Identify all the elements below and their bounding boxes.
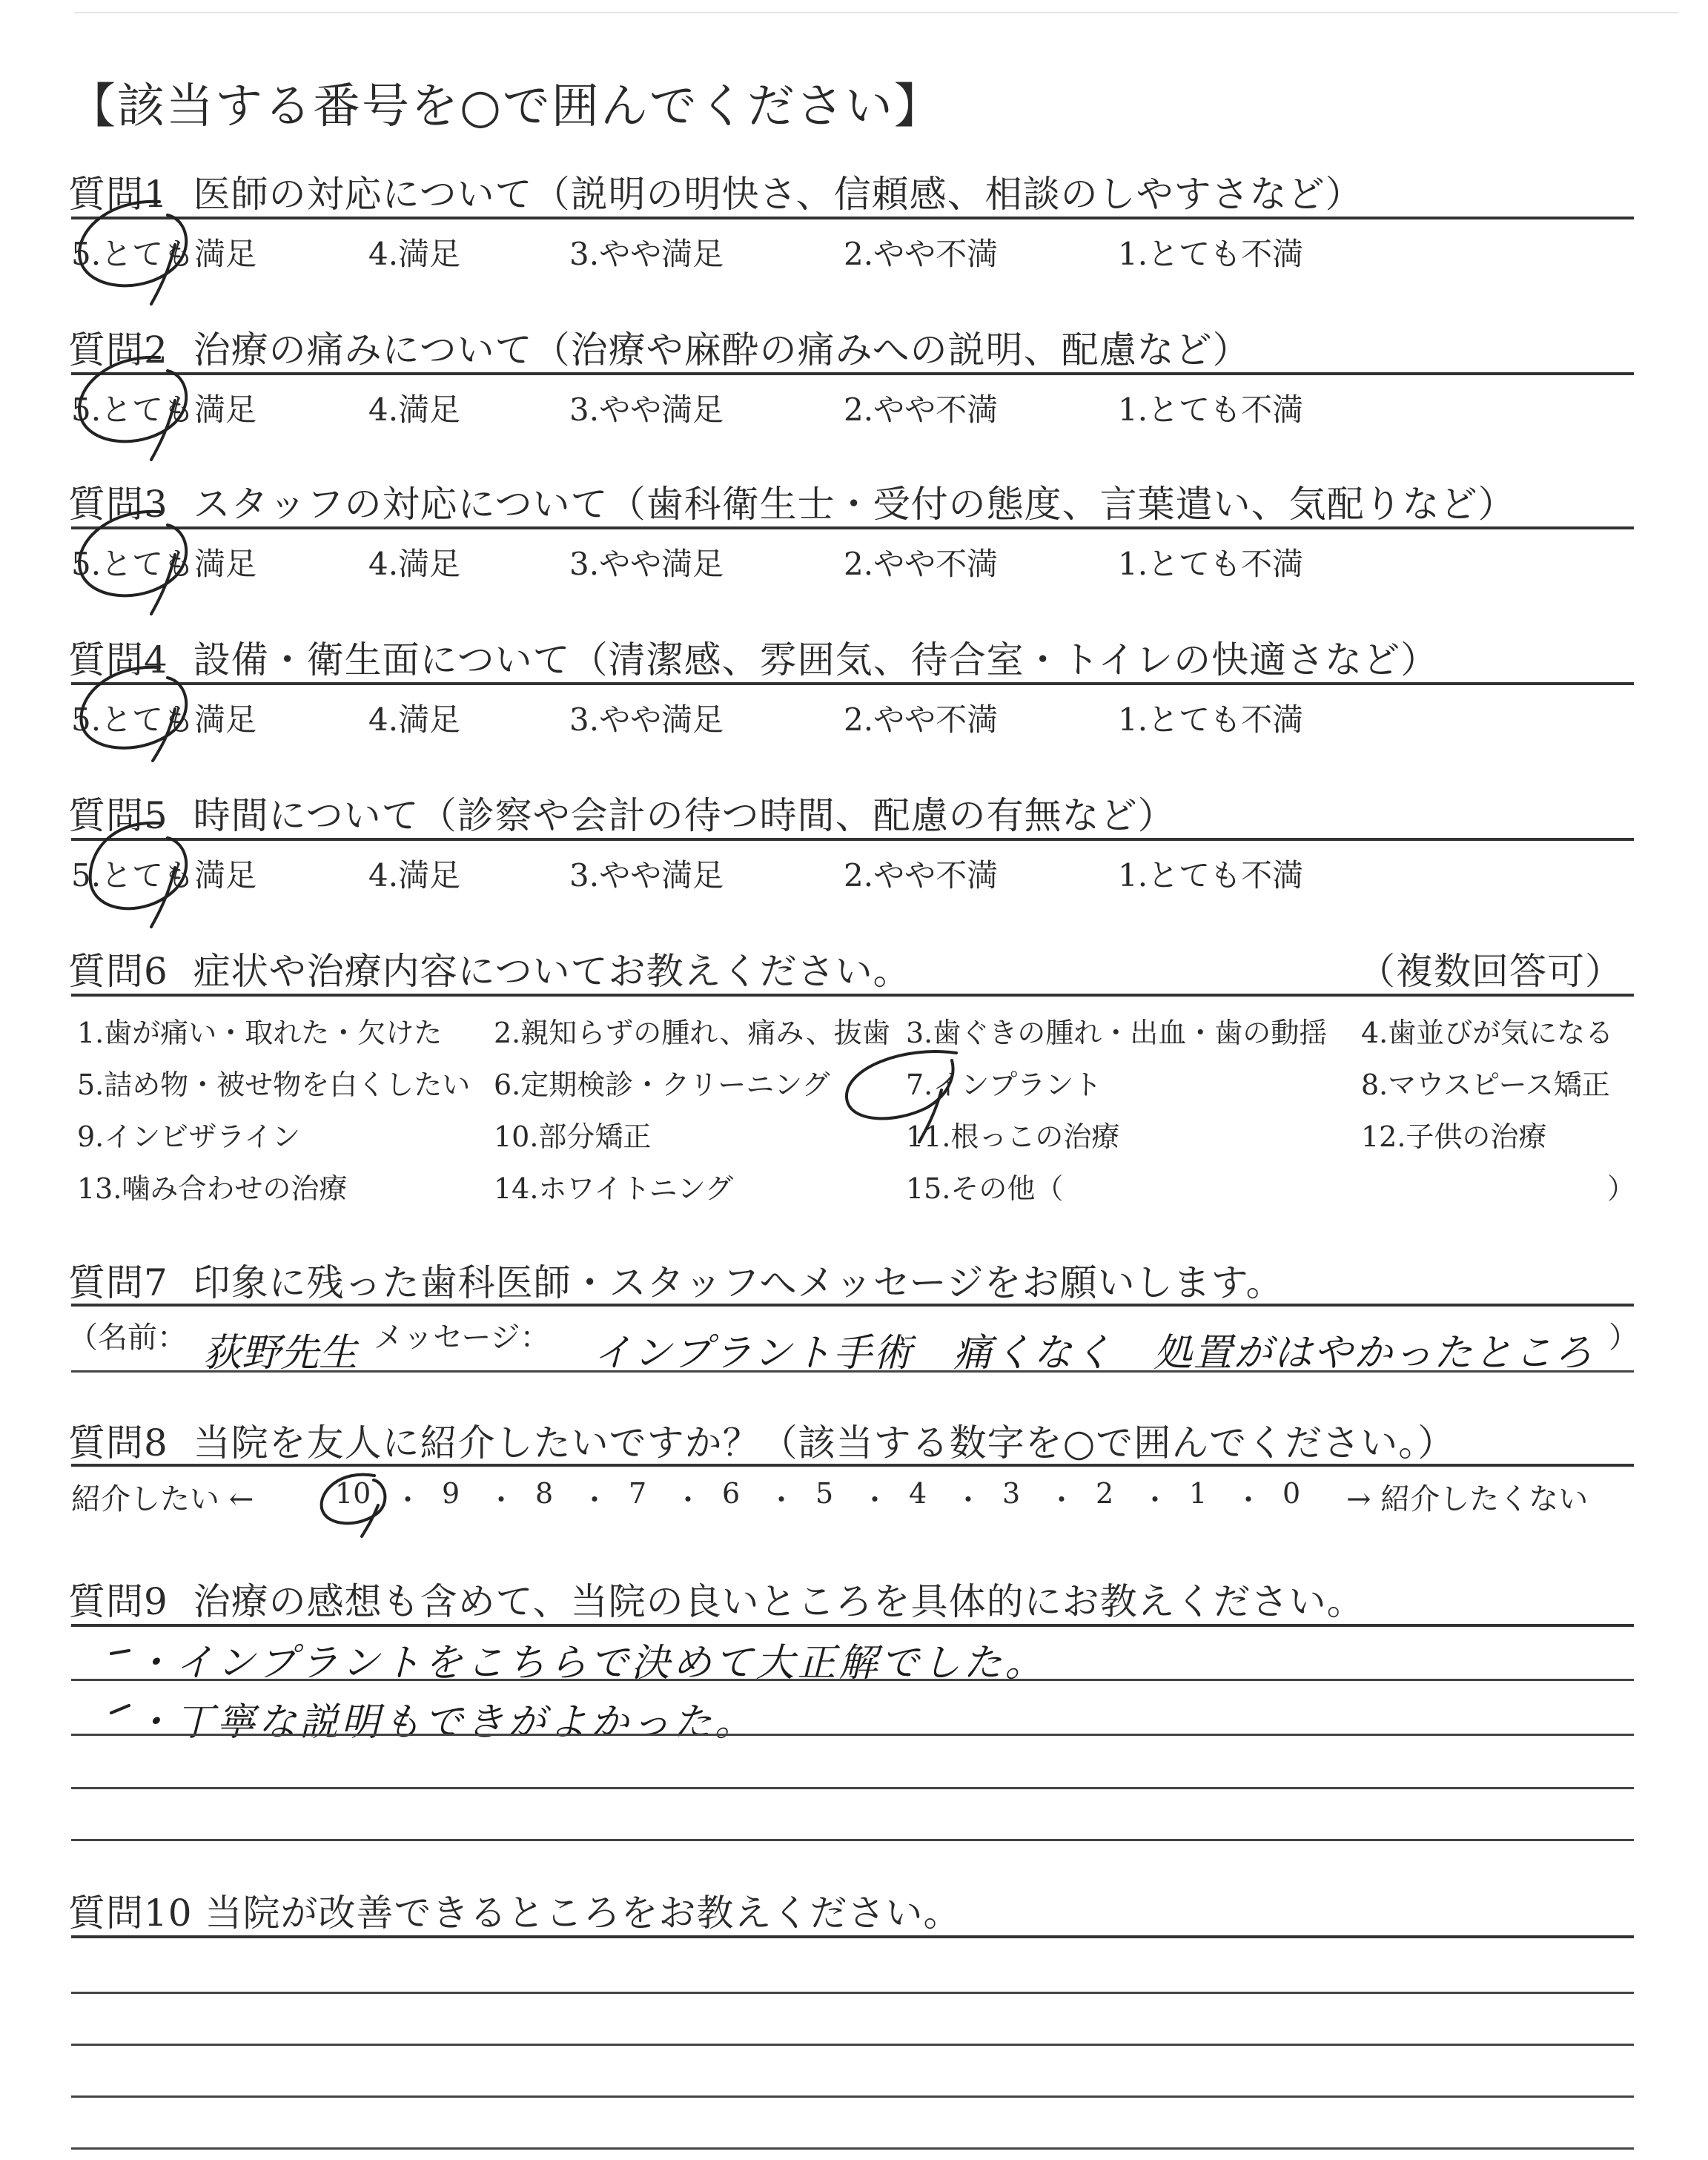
question-8-label: 質問8	[68, 1421, 168, 1464]
q1-option-2[interactable]: 2.やや不満	[844, 236, 999, 272]
q8-separator: ・	[1047, 1484, 1076, 1516]
q8-separator: ・	[767, 1484, 796, 1516]
q8-number-7[interactable]: 7	[629, 1477, 647, 1510]
question-4-text: 設備・衛生面について（清潔感、雰囲気、待合室・トイレの快適さなど）	[193, 638, 1439, 681]
q6-option-2[interactable]: 2.親知らずの腫れ、痛み、抜歯	[494, 1017, 890, 1049]
q2-option-4[interactable]: 4.満足	[368, 392, 461, 428]
q8-number-8[interactable]: 8	[535, 1477, 554, 1510]
q6-option-11[interactable]: 11.根っこの治療	[906, 1120, 1120, 1153]
q8-number-6[interactable]: 6	[722, 1477, 741, 1510]
question-3-rule	[71, 526, 1634, 529]
q8-number-0[interactable]: 0	[1282, 1477, 1301, 1510]
q5-option-2[interactable]: 2.やや不満	[844, 857, 999, 894]
q8-number-10[interactable]: 10	[335, 1477, 371, 1510]
q8-separator: ・	[580, 1484, 609, 1516]
q5-option-4[interactable]: 4.満足	[368, 857, 461, 894]
question-9-label: 質問9	[68, 1580, 168, 1623]
q8-number-3[interactable]: 3	[1002, 1477, 1021, 1510]
q4-option-3[interactable]: 3.やや満足	[569, 701, 724, 738]
question-2-label: 質問2	[68, 328, 168, 371]
q3-option-5[interactable]: 5.とても満足	[71, 546, 257, 582]
q6-option-13[interactable]: 13.噛み合わせの治療	[77, 1172, 348, 1205]
q6-option-8[interactable]: 8.マウスピース矯正	[1361, 1069, 1610, 1101]
q9-write-line	[71, 1787, 1634, 1789]
q2-option-3[interactable]: 3.やや満足	[569, 392, 724, 428]
scan-top-edge	[74, 12, 1678, 13]
question-2	[68, 320, 1251, 374]
q10-write-line	[71, 2147, 1634, 2150]
question-1-text: 医師の対応について（説明の明快さ、信頼感、相談のしやすさなど）	[193, 173, 1363, 216]
question-5	[68, 786, 1176, 839]
q9-write-line	[71, 1839, 1634, 1841]
q9-answer-line-1[interactable]: ・インプラントをこちらで決めて大正解でした。	[133, 1641, 1047, 1685]
question-6-label: 質問6	[68, 950, 168, 993]
q9-answer-line-2[interactable]: ・丁寧な説明もできがよかった。	[133, 1700, 757, 1745]
question-3	[68, 475, 1516, 528]
q7-message-value[interactable]: インプラント手術 痛くなく 処置がはやかったところ	[593, 1331, 1595, 1375]
question-5-text: 時間について（診察や会計の待つ時間、配慮の有無など）	[193, 794, 1176, 837]
question-7-rule	[71, 1304, 1634, 1307]
q2-option-5[interactable]: 5.とても満足	[71, 392, 257, 428]
q7-name-value[interactable]: 荻野先生	[203, 1331, 358, 1375]
q4-option-2[interactable]: 2.やや不満	[844, 701, 999, 738]
q3-option-2[interactable]: 2.やや不満	[844, 546, 999, 582]
q4-option-4[interactable]: 4.満足	[368, 701, 461, 738]
page-header: 【該当する番号を○で囲んでください】	[68, 79, 943, 134]
q6-option-15[interactable]: 15.その他（	[906, 1172, 1064, 1205]
question-3-label: 質問3	[68, 483, 168, 526]
q1-option-5[interactable]: 5.とても満足	[71, 236, 257, 272]
question-4	[68, 630, 1438, 684]
q8-number-4[interactable]: 4	[909, 1477, 927, 1510]
q7-message-label: メッセージ：	[374, 1321, 550, 1355]
question-10	[68, 1883, 961, 1937]
q8-separator: ・	[954, 1484, 983, 1516]
q8-separator: ・	[487, 1484, 516, 1516]
q2-option-2[interactable]: 2.やや不満	[844, 392, 999, 428]
q6-option-5[interactable]: 5.詰め物・被せ物を白くしたい	[77, 1069, 471, 1101]
q8-separator: ・	[861, 1484, 890, 1516]
q8-number-1[interactable]: 1	[1189, 1477, 1208, 1510]
q1-option-1[interactable]: 1.とても不満	[1118, 236, 1304, 272]
q8-scale-right: → 紹介したくない	[1346, 1482, 1589, 1516]
question-10-text: 当院が改善できるところをお教えください。	[205, 1892, 961, 1935]
q9-bullet-tick	[111, 1651, 129, 1713]
question-8	[68, 1413, 1455, 1467]
question-8-text: 当院を友人に紹介したいですか？（該当する数字を○で囲んでください。）	[193, 1421, 1456, 1464]
q9-write-line	[71, 1734, 1634, 1736]
question-9-rule	[71, 1624, 1634, 1627]
q8-separator: ・	[1141, 1484, 1170, 1516]
question-7-text: 印象に残った歯科医師・スタッフへメッセージをお願いします。	[193, 1261, 1284, 1304]
q2-option-1[interactable]: 1.とても不満	[1118, 392, 1304, 428]
question-9-text: 治療の感想も含めて、当院の良いところを具体的にお教えください。	[193, 1580, 1365, 1623]
q8-number-2[interactable]: 2	[1096, 1477, 1114, 1510]
q1-option-4[interactable]: 4.満足	[368, 236, 461, 272]
question-6-text: 症状や治療内容についてお教えください。	[193, 950, 911, 993]
q8-number-9[interactable]: 9	[442, 1477, 460, 1510]
q9-write-line	[71, 1679, 1634, 1681]
q6-option-6[interactable]: 6.定期検診・クリーニング	[494, 1069, 830, 1101]
question-10-rule	[71, 1935, 1634, 1938]
q6-option-7[interactable]: 7.インプラント	[906, 1069, 1102, 1101]
q6-option-12[interactable]: 12.子供の治療	[1361, 1120, 1547, 1153]
q1-option-3[interactable]: 3.やや満足	[569, 236, 724, 272]
question-8-rule	[71, 1464, 1634, 1467]
q8-scale-left: 紹介したい ←	[71, 1482, 254, 1516]
q6-option-4[interactable]: 4.歯並びが気になる	[1361, 1017, 1614, 1049]
q8-separator: ・	[394, 1484, 423, 1516]
q5-option-3[interactable]: 3.やや満足	[569, 857, 724, 894]
question-6-rule	[71, 994, 1634, 997]
q6-option-1[interactable]: 1.歯が痛い・取れた・欠けた	[77, 1017, 443, 1049]
question-1-rule	[71, 217, 1634, 219]
q6-option-9[interactable]: 9.インビザライン	[77, 1120, 301, 1153]
q6-other-close: ）	[1607, 1172, 1636, 1205]
q6-option-14[interactable]: 14.ホワイトニング	[494, 1172, 734, 1205]
question-4-label: 質問4	[68, 638, 168, 681]
q10-write-line	[71, 2095, 1634, 2098]
question-5-rule	[71, 838, 1634, 841]
question-7-label: 質問7	[68, 1261, 168, 1304]
q7-name-label: （名前：	[68, 1321, 187, 1355]
q6-option-10[interactable]: 10.部分矯正	[494, 1120, 652, 1153]
q4-option-1[interactable]: 1.とても不満	[1118, 701, 1304, 738]
question-1-label: 質問1	[68, 173, 168, 216]
question-9	[68, 1572, 1365, 1625]
q7-message-underline	[71, 1370, 1634, 1373]
q8-separator: ・	[1234, 1484, 1263, 1516]
question-10-label: 質問10	[68, 1892, 193, 1935]
q3-option-3[interactable]: 3.やや満足	[569, 546, 724, 582]
question-5-label: 質問5	[68, 794, 168, 837]
q4-option-5[interactable]: 5.とても満足	[71, 701, 257, 738]
q8-number-5[interactable]: 5	[815, 1477, 834, 1510]
question-7	[68, 1253, 1284, 1307]
q3-option-4[interactable]: 4.満足	[368, 546, 461, 582]
q7-close-paren: ）	[1609, 1321, 1638, 1355]
q6-option-3[interactable]: 3.歯ぐきの腫れ・出血・歯の動揺	[906, 1017, 1328, 1049]
question-6	[68, 942, 911, 995]
question-6-note: （複数回答可）	[1358, 950, 1623, 993]
question-2-rule	[71, 372, 1634, 375]
q8-separator: ・	[674, 1484, 703, 1516]
question-3-text: スタッフの対応について（歯科衛生士・受付の態度、言葉遣い、気配りなど）	[193, 483, 1516, 526]
q3-option-1[interactable]: 1.とても不満	[1118, 546, 1304, 582]
question-1	[68, 165, 1363, 218]
question-4-rule	[71, 682, 1634, 685]
q10-write-line	[71, 1992, 1634, 1994]
question-2-text: 治療の痛みについて（治療や麻酔の痛みへの説明、配慮など）	[193, 328, 1251, 371]
q5-option-5[interactable]: 5.とても満足	[71, 857, 257, 894]
q5-option-1[interactable]: 1.とても不満	[1118, 857, 1304, 894]
q10-write-line	[71, 2044, 1634, 2046]
